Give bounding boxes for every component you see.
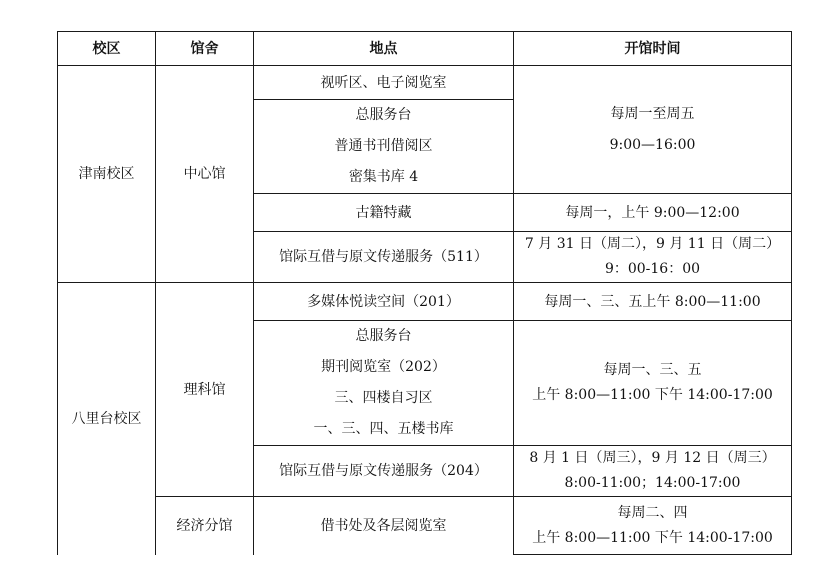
table-row: [58, 66, 792, 100]
location-service-desk: 总服务台: [355, 107, 412, 123]
location-study-area: 三、四楼自习区: [334, 390, 433, 406]
location-ill-service-balitai: 馆际互借与原文传递服务（204）: [254, 446, 514, 497]
location-multimedia-space: 多媒体悦读空间（201）: [254, 283, 514, 321]
hours-ancient-books: 每周一，上午 9:00—12:00: [514, 194, 792, 232]
building-science-library: 理科馆: [156, 283, 254, 497]
location-ancient-books: 古籍特藏: [254, 194, 514, 232]
hours-time: 8:00-11:00；14:00-17:00: [564, 475, 741, 491]
hours-ill-jinnan: [514, 232, 792, 283]
hours-economics-branch: [514, 497, 792, 555]
building-economics-branch: 经济分馆: [156, 497, 254, 555]
table-header-row: [58, 32, 792, 66]
header-building: 馆舍: [156, 32, 254, 66]
hours-dates: 7 月 31 日（周二），9 月 11 日（周二）: [524, 236, 781, 252]
hours-multimedia-space: 每周一、三、五上午 8:00—11:00: [514, 283, 792, 321]
hours-dates: 8 月 1 日（周三），9 月 12 日（周三）: [529, 450, 776, 466]
opening-hours-table: [57, 31, 792, 555]
location-ill-service-jinnan: 馆际互借与原文传递服务（511）: [254, 232, 514, 283]
location-general-lending: 普通书刊借阅区: [334, 138, 433, 154]
location-science-service-areas: [254, 321, 514, 446]
hours-days: 每周二、四: [617, 504, 688, 521]
header-campus: 校区: [58, 32, 156, 66]
campus-balitai: 八里台校区: [58, 283, 156, 555]
hours-time: 上午 8:00—11:00 下午 14:00-17:00: [532, 387, 773, 403]
hours-days: 每周一、三、五: [603, 362, 702, 378]
hours-time: 9:00—16:00: [609, 136, 696, 153]
building-central-library: 中心馆: [156, 66, 254, 283]
hours-ill-balitai: [514, 446, 792, 497]
location-compact-stacks: 密集书库 4: [348, 169, 419, 185]
campus-jinnan: 津南校区: [58, 66, 156, 283]
header-location: 地点: [254, 32, 514, 66]
location-service-desk: 总服务台: [355, 328, 412, 344]
location-economics-reading-rooms: 借书处及各层阅览室: [254, 497, 514, 555]
table-row: [58, 283, 792, 321]
location-av-room: 视听区、电子阅览室: [254, 66, 514, 100]
location-central-service-areas: [254, 100, 514, 194]
hours-time: 上午 8:00—11:00 下午 14:00-17:00: [532, 529, 773, 546]
hours-days: 每周一至周五: [610, 105, 695, 122]
hours-central-main: [514, 66, 792, 194]
location-book-stacks: 一、三、四、五楼书库: [313, 421, 454, 437]
location-periodicals-room: 期刊阅览室（202）: [321, 359, 446, 375]
table-row: [58, 497, 792, 555]
header-opening-hours: 开馆时间: [514, 32, 792, 66]
hours-time: 9：00-16：00: [604, 261, 701, 277]
hours-science-main: [514, 321, 792, 446]
